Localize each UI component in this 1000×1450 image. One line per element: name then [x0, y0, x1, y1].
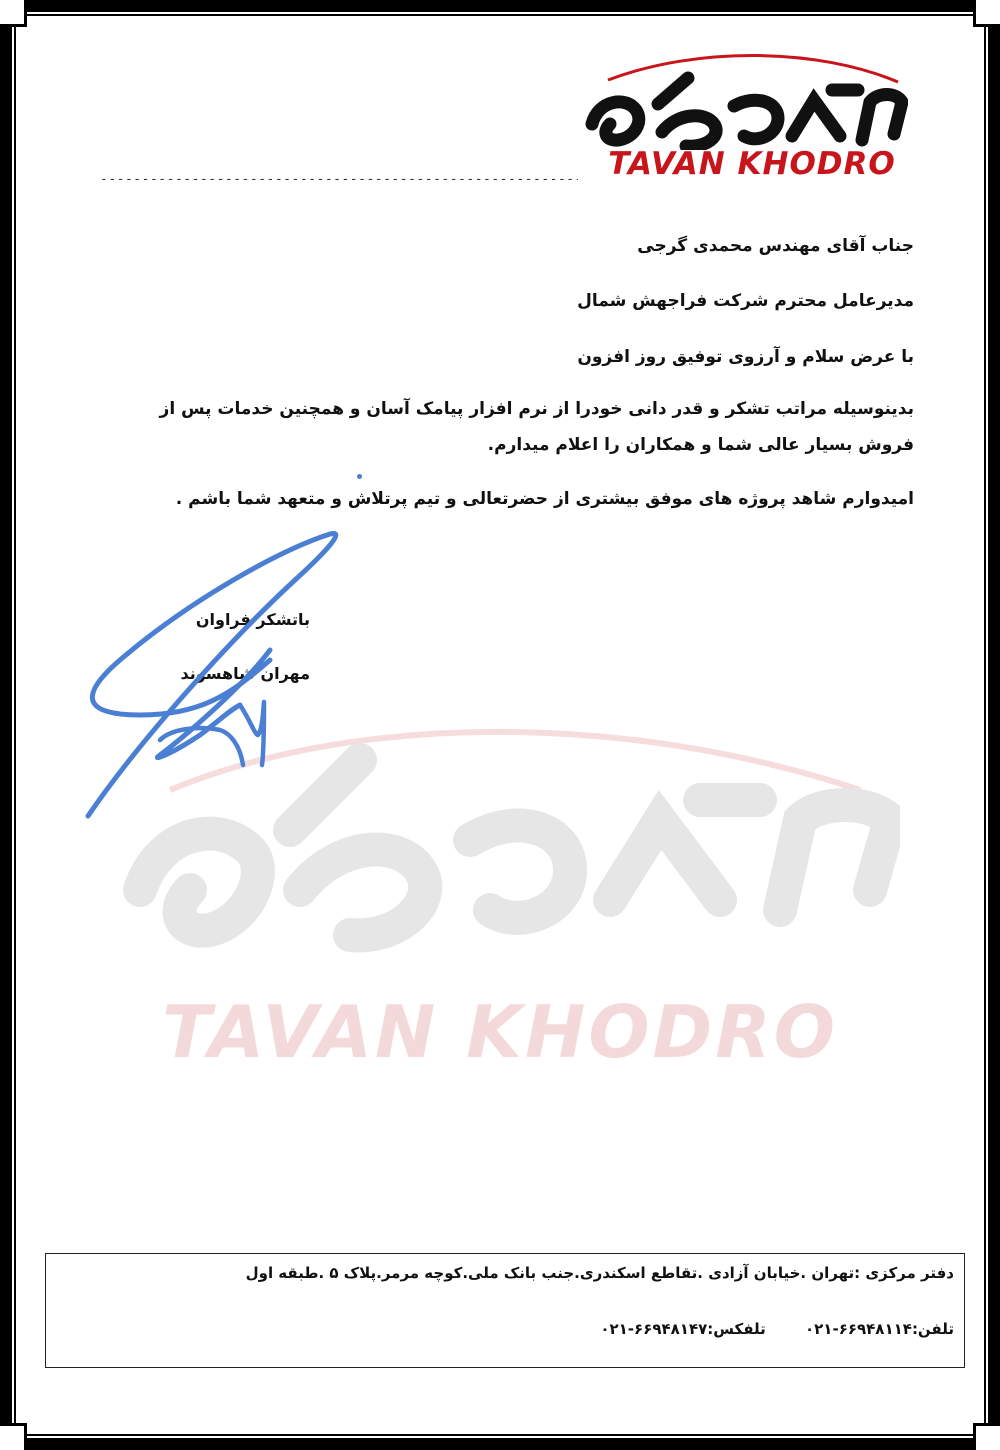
logo-brand-text: TAVAN KHODRO [608, 146, 896, 182]
closing-thanks: باتشکر فراوان [195, 610, 310, 629]
greeting: با عرض سلام و آرزوی توفیق روز افزون [577, 347, 914, 367]
logo-mark [578, 52, 908, 150]
company-logo [578, 52, 908, 182]
watermark-brand-text: TAVAN KHODRO [162, 990, 838, 1074]
corner-ornament-top-left [0, 0, 27, 27]
letter-paragraph-1: بدینوسیله مراتب تشکر و قدر دانی خودرا از نرم افزار پیامک آسان و همچنین خدمات پس از فروش بسیار عالی شما و همکاران را اعلام میدارم. [159, 399, 914, 455]
handwritten-signature [80, 520, 360, 830]
footer-fax: تلفکس:۶۶۹۴۸۱۴۷-۰۲۱ [600, 1320, 766, 1338]
footer-phone: تلفن:۶۶۹۴۸۱۱۴-۰۲۱ [804, 1320, 954, 1338]
corner-ornament-bottom-left [0, 1423, 27, 1450]
footer-address: دفتر مرکزی :تهران .خیابان آزادی .تقاطع اسکندری.جنب بانک ملی.کوچه مرمر.پلاک ۵ .طبقه اول [245, 1264, 954, 1282]
letter-paragraph-2: امیدوارم شاهد پروژه های موفق بیشتری از حضرتعالی و تیم پرتلاش و متعهد شما باشم . [175, 489, 914, 509]
signer-name: مهران شاهسوند [180, 664, 310, 683]
salutation: جناب آقای مهندس محمدی گرجی [637, 236, 914, 256]
recipient-role: مدیرعامل محترم شرکت فراجهش شمال [577, 291, 914, 311]
footer-phones [600, 1320, 954, 1338]
date-line [100, 172, 578, 187]
footer-contact-box [45, 1253, 965, 1368]
corner-ornament-top-right [973, 0, 1000, 27]
corner-ornament-bottom-right [973, 1423, 1000, 1450]
ink-dot [357, 474, 362, 479]
letter-body [114, 226, 914, 519]
signature-icon [80, 520, 360, 830]
